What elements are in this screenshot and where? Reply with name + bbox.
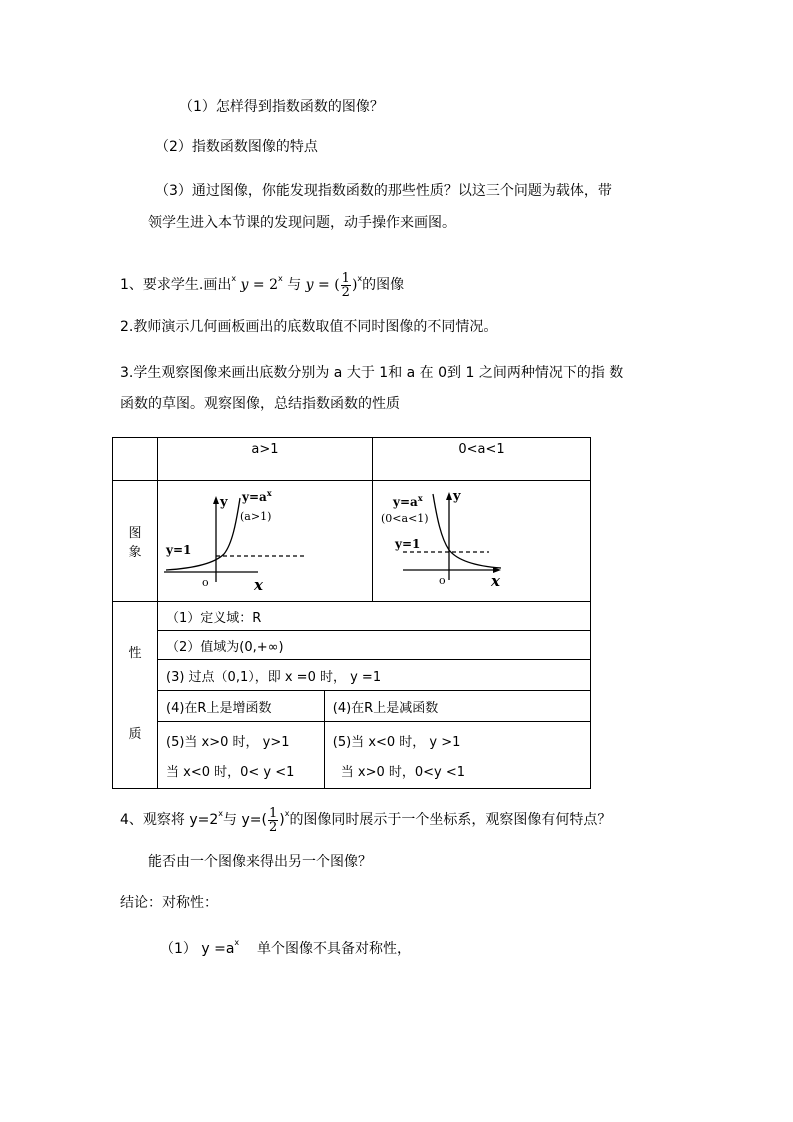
step-1-suffix: 的图像 [362,277,405,293]
header-a-between-0-1: 0<a<1 [373,438,591,481]
property-values-decreasing-1: (5)当 x<0 时， y >1 [332,735,461,750]
property-values-increasing-2: 当 x<0 时，0< y <1 [166,765,295,780]
row-label-image-2: 象 [128,545,142,560]
x-axis-label: x [491,572,500,590]
step-1-fraction [341,272,351,299]
conclusion-title: 结论：对称性： [120,895,218,911]
question-3-line-2: 领学生进入本节课的发现问题，动手操作来画图。 [148,215,456,231]
fraction-numerator: 1 [341,270,350,286]
origin-label: o [439,574,446,587]
step-1-eq2-close: ) [351,277,358,293]
origin-label: o [202,576,209,589]
exp-curve-decreasing [433,494,501,568]
row-label-properties-1: 性 [128,646,142,661]
y-axis-label: y [453,489,461,504]
question-3-line-1: （3）通过图像，你能发现指数函数的那些性质？以这三个问题为载体，带 [155,183,612,199]
step-1-x-mark: x [231,274,237,283]
step-4-and: 与 y=( [223,812,267,828]
step-1-eq1-lhs: y [240,277,249,293]
step-4-question: 能否由一个图像来得出另一个图像？ [148,854,372,870]
property-decreasing: (4)在R上是减函数 [324,691,590,722]
step-4 [120,800,611,834]
property-values-decreasing [324,722,590,789]
graph-decreasing [373,484,590,594]
property-domain: （1）定义域：R [158,602,591,631]
step-1-eq1-exp: x [278,274,283,283]
property-range: （2）值域为(0,+∞) [158,631,591,660]
row-label-properties [113,602,158,789]
step-4-close: ) [279,812,285,828]
fraction-numerator: 1 [268,805,278,821]
property-fixed-point: (3) 过点（0,1），即 x =0 时， y =1 [158,660,591,691]
row-label-properties-2: 质 [128,727,142,742]
condition-label: (0<a<1) [381,512,429,525]
step-1-prefix: 1、要求学生.画出 [120,277,232,293]
graph-increasing [158,484,372,594]
function-label: $y=a^x$ [242,488,272,504]
step-1 [120,266,404,299]
header-empty-cell [113,438,158,481]
properties-table [112,437,591,789]
function-label: $y=a^x$ [393,493,423,509]
fraction-denominator: 2 [268,819,278,835]
conclusion-item-1-suffix: 单个图像不具备对称性， [239,941,411,957]
condition-label: (a>1) [240,510,272,523]
row-label-image-1: 图 [128,526,142,541]
step-4-exp2: x [284,809,290,818]
y-equals-1-label: y=1 [166,543,192,557]
question-1: （1）怎样得到指数函数的图像？ [179,99,384,115]
step-1-eq2-exp: x [357,274,363,283]
step-3-line-2: 函数的草图。观察图像，总结指数函数的性质 [120,396,400,412]
step-1-eq2-mid: = ( [313,277,340,293]
y-axis-arrow [446,492,452,500]
step-1-and: 与 [287,277,302,293]
step-4-fraction [268,807,278,834]
y-axis-label: y [220,495,228,510]
exp-curve-increasing [166,498,240,570]
conclusion-item-1-exp: x [234,938,240,947]
conclusion-item-1 [160,933,411,959]
y-equals-1-label: y=1 [395,537,421,551]
step-2: 2.教师演示几何画板画出的底数取值不同时图像的不同情况。 [120,319,498,335]
property-values-increasing-1: (5)当 x>0 时， y>1 [166,735,290,750]
step-4-suffix: 的图像同时展示于一个坐标系，观察图像有何特点？ [289,812,612,828]
fraction-denominator: 2 [341,284,350,300]
step-3-line-1: 3.学生观察图像来画出底数分别为 a 大于 1和 a 在 0到 1 之间两种情况下的指 数 [120,365,624,381]
step-4-exp1: x [218,809,224,818]
header-a-gt-1: a>1 [158,438,373,481]
question-2: （2）指数函数图像的特点 [155,139,318,155]
property-increasing: (4)在R上是增函数 [158,691,325,722]
x-axis-label: x [254,576,263,594]
property-values-increasing [158,722,325,789]
step-4-prefix: 4、观察将 y=2 [120,812,219,828]
conclusion-item-1-prefix: （1） y =a [160,941,235,957]
step-1-eq1-mid: = 2 [248,277,279,293]
y-axis-arrow [213,496,219,504]
graph-increasing-cell [158,481,373,602]
row-label-image [113,481,158,602]
step-1-eq2-lhs: y [305,277,314,293]
property-values-decreasing-2: 当 x>0 时，0<y <1 [340,765,466,780]
graph-decreasing-cell [373,481,591,602]
